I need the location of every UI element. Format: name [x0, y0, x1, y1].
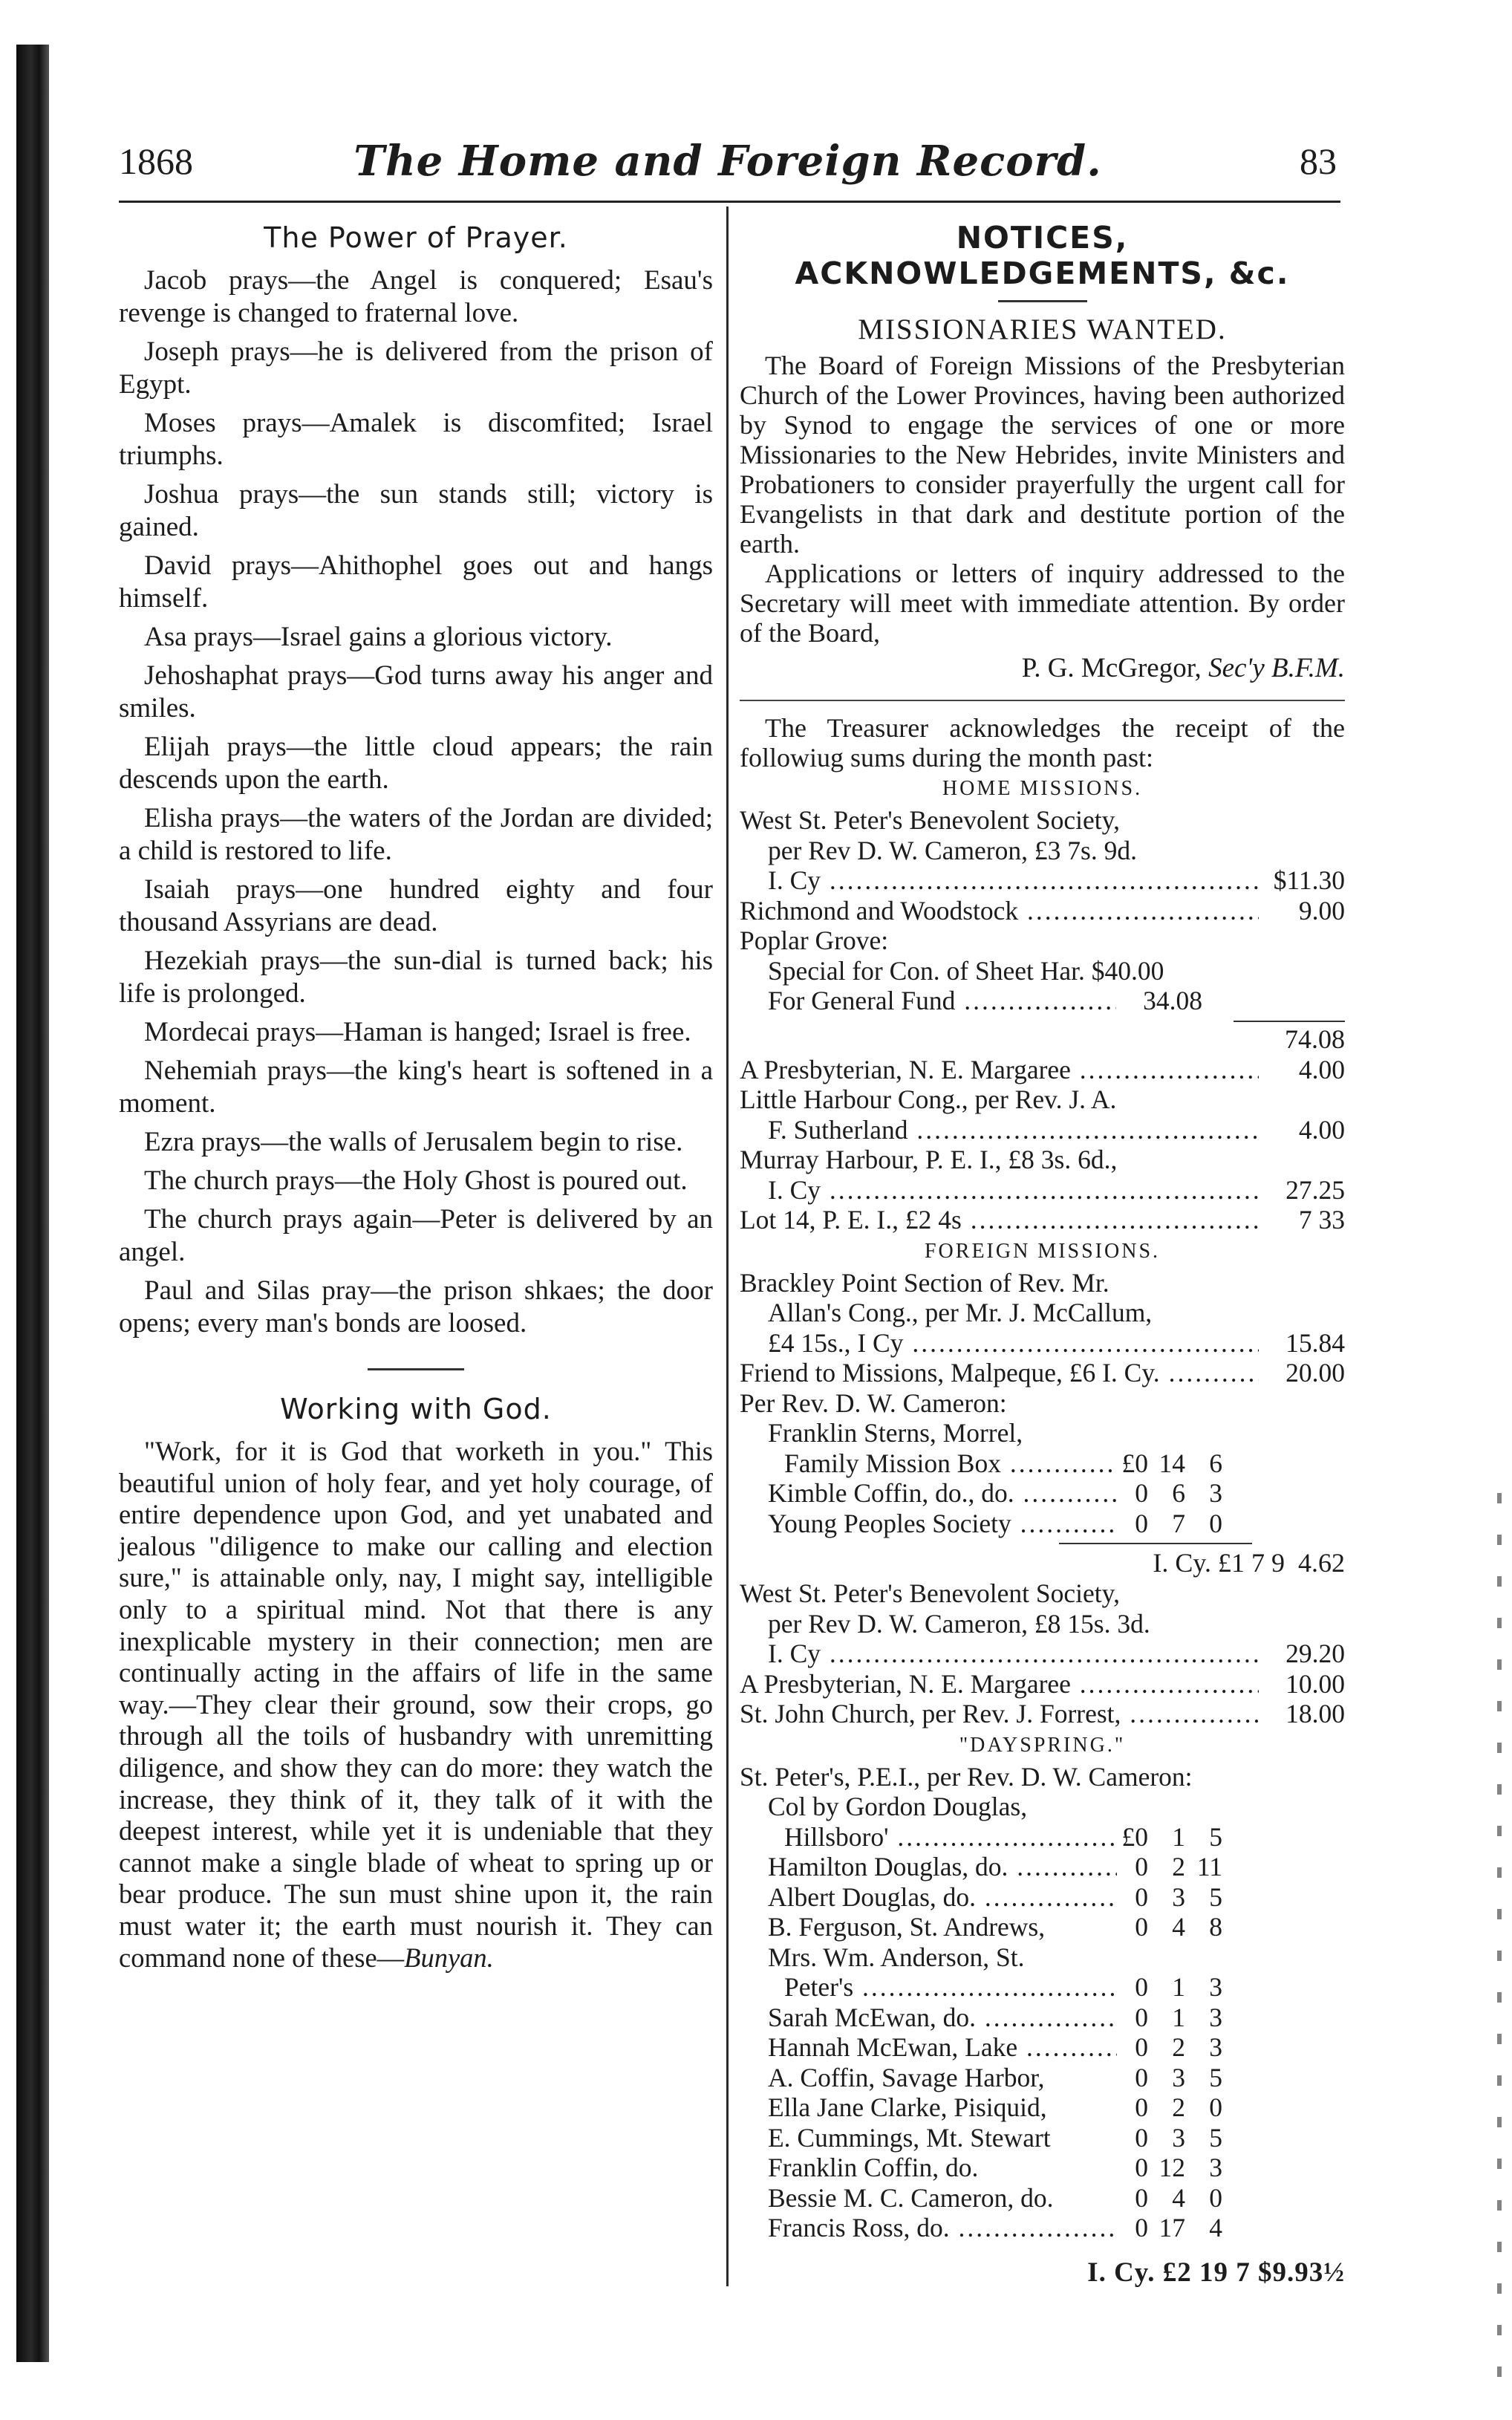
- stg-shillings: 3: [1172, 2062, 1185, 2092]
- ledger-line: Murray Harbour, P. E. I., £8 3s. 6d.,: [740, 1145, 1118, 1174]
- stg-pounds: 0: [1135, 1852, 1148, 1881]
- stg-pence: 4: [1209, 2213, 1222, 2242]
- stg-shillings: 2: [1172, 2032, 1185, 2062]
- stg-label: Hannah McEwan, Lake .....: [768, 2032, 1117, 2063]
- ledger-row: [740, 1669, 1345, 1699]
- ledger-amount: 20.00: [1285, 1358, 1345, 1388]
- stanza: Joseph prays—he is delivered from the prison of Egypt.: [119, 336, 713, 400]
- stg-shillings: 7: [1172, 1508, 1185, 1538]
- dayspring-label: "DAYSPRING.": [959, 1733, 1126, 1757]
- subtotal: 74.08: [1285, 1024, 1345, 1054]
- stg-pounds: 0: [1135, 1972, 1148, 2002]
- stanza: Moses prays—Amalek is discomfited; Israel triumphs.: [119, 408, 713, 471]
- stg-shillings: 2: [1172, 1852, 1185, 1881]
- stg-label: A. Coffin, Savage Harbor,: [768, 2062, 1045, 2092]
- stg-row: [740, 1448, 1345, 1479]
- stg-pence: 3: [1209, 2002, 1222, 2032]
- stanza: Joshua prays—the sun stands still; victory is gained.: [119, 479, 713, 542]
- stg-label: Young Peoples Society .....: [768, 1509, 1117, 1539]
- ledger-amount: 15.84: [1285, 1327, 1345, 1358]
- subtotal-rule: [1059, 1543, 1252, 1544]
- home-missions-label: HOME MISSIONS.: [942, 777, 1143, 800]
- ledger-line: Mrs. Wm. Anderson, St.: [768, 1942, 1025, 1972]
- stg-label: Bessie M. C. Cameron, do.: [768, 2182, 1054, 2213]
- ledger-label: A Presbyterian, N. E. Margaree .....: [740, 1055, 1259, 1085]
- stg-row: [740, 2092, 1345, 2123]
- stg-label: B. Ferguson, St. Andrews,: [768, 1912, 1046, 1942]
- attribution: Bunyan.: [404, 1942, 494, 1973]
- treasurer-intro: The Treasurer acknowledges the receipt of the followiug sums during the month past:: [740, 713, 1345, 772]
- ledger-amount: 34.08: [1143, 986, 1202, 1015]
- stg-row: [740, 1822, 1345, 1853]
- stg-label: Albert Douglas, do. .....: [768, 1882, 1117, 1913]
- stg-label: Francis Ross, do. .....: [768, 2213, 1117, 2243]
- stg-pounds: 0: [1135, 1912, 1148, 1942]
- header-year: 1868: [119, 140, 193, 182]
- ledger-line: St. Peter's, P.E.I., per Rev. D. W. Cameron:: [740, 1761, 1193, 1792]
- stg-pounds: 0: [1135, 2213, 1148, 2242]
- ledger-row: [740, 1115, 1345, 1145]
- ledger-row: [740, 1639, 1345, 1669]
- stg-pence: 3: [1209, 1972, 1222, 2002]
- stg-pence: 3: [1209, 2032, 1222, 2062]
- stg-pence: 5: [1209, 2062, 1222, 2092]
- stg-shillings: 4: [1172, 1912, 1185, 1942]
- ledger-label: £4 15s., I Cy .....: [768, 1328, 1259, 1359]
- stg-shillings: 3: [1172, 1881, 1185, 1912]
- stg-label: Franklin Coffin, do.: [768, 2153, 979, 2182]
- ledger-amount: 7 33: [1298, 1205, 1345, 1235]
- stg-label: Peter's .....: [784, 1972, 1117, 2003]
- stg-row: [740, 1882, 1345, 1913]
- stg-shillings: 3: [1172, 2122, 1185, 2153]
- ledger-row: [740, 1205, 1345, 1235]
- ledger-amount: 29.20: [1285, 1639, 1345, 1668]
- ledger-amount: 27.25: [1285, 1174, 1345, 1205]
- header-rule: [119, 201, 1340, 203]
- ledger-label: I. Cy .....: [768, 865, 1259, 896]
- ledger-line: per Rev D. W. Cameron, £8 15s. 3d.: [768, 1608, 1150, 1639]
- stg-shillings: 6: [1172, 1478, 1185, 1508]
- ledger-label: Lot 14, P. E. I., £2 4s .....: [740, 1205, 1259, 1235]
- missionaries-paragraph: The Board of Foreign Missions of the Presbyterian Church of the Lower Provinces, having been authorized by Synod to engage the services of one or more Missionaries to the New Hebrides, invite Ministers and Probationers to consider prayerfully the urgent call for Evangelists in that dark and destitute portion of the earth.: [740, 351, 1345, 559]
- ledger-row: [740, 1055, 1345, 1085]
- stanza: Asa prays—Israel gains a glorious victory.: [144, 622, 613, 652]
- stg-pence: 5: [1209, 1821, 1222, 1852]
- stg-pounds: 0: [1135, 2002, 1148, 2032]
- ledger-line: Special for Con. of Sheet Har. $40.00: [768, 955, 1164, 986]
- stg-shillings: 1: [1172, 1972, 1185, 2002]
- notice-rule: [740, 700, 1345, 701]
- signature-name: P. G. McGregor,: [1021, 653, 1202, 683]
- ledger-line: Franklin Sterns, Morrel,: [768, 1418, 1023, 1448]
- stg-row: [740, 1478, 1345, 1509]
- scan-edge-specks: [1497, 1493, 1502, 2384]
- stanza: Isaiah prays—one hundred eighty and four thousand Assyrians are dead.: [119, 874, 713, 937]
- stg-label: E. Cummings, Mt. Stewart: [768, 2122, 1051, 2153]
- publication-title: The Home and Foreign Record.: [353, 137, 1102, 186]
- foreign-missions-label: FOREIGN MISSIONS.: [924, 1239, 1161, 1263]
- stanza: Elijah prays—the little cloud appears; the rain descends upon the earth.: [119, 732, 713, 795]
- ledger-line: Per Rev. D. W. Cameron:: [740, 1388, 1007, 1418]
- stg-shillings: 2: [1172, 2092, 1185, 2122]
- ledger-row: [740, 1358, 1345, 1388]
- stanza: Jehoshaphat prays—God turns away his anger and smiles.: [119, 660, 713, 723]
- dayspring-total: I. Cy. £2 19 7 $9.93½: [1087, 2257, 1345, 2288]
- subtotal-currency: 4.62: [1298, 1548, 1345, 1578]
- ledger-row: [740, 896, 1345, 926]
- working-with-god-title: Working with God.: [280, 1393, 552, 1425]
- stg-pence: 3: [1209, 1478, 1222, 1508]
- stg-pounds: 0: [1135, 2062, 1148, 2092]
- stanza: David prays—Ahithophel goes out and hangs himself.: [119, 550, 713, 614]
- stg-row: [740, 2153, 1345, 2183]
- stanza: Mordecai prays—Haman is hanged; Israel is free.: [144, 1017, 691, 1047]
- stg-pence: 3: [1209, 2153, 1222, 2182]
- ledger-amount: $11.30: [1273, 865, 1345, 895]
- stg-label: Hamilton Douglas, do. .....: [768, 1852, 1117, 1882]
- stg-pounds: 0: [1135, 2122, 1148, 2153]
- stg-pence: 8: [1209, 1912, 1222, 1942]
- stg-label: Sarah McEwan, do. .....: [768, 2003, 1117, 2033]
- stg-row: [740, 1972, 1345, 2003]
- ledger-line: Poplar Grove:: [740, 926, 889, 955]
- stg-shillings: 17: [1159, 2213, 1185, 2242]
- stg-row: [740, 2123, 1345, 2153]
- stg-shillings: 1: [1172, 2002, 1185, 2032]
- stg-pounds: 0: [1135, 2153, 1148, 2182]
- stg-row: [740, 2032, 1345, 2063]
- stg-row: [740, 1852, 1345, 1882]
- ledger-label: Friend to Missions, Malpeque, £6 I. Cy. .....: [740, 1358, 1259, 1388]
- stg-pounds: 0: [1135, 2092, 1148, 2122]
- stg-pence: 0: [1209, 2182, 1222, 2213]
- applications-paragraph: Applications or letters of inquiry addressed to the Secretary will meet with immediate attention. By order of the Board,: [740, 559, 1345, 648]
- ledger-row: [740, 1328, 1345, 1359]
- stg-label: Hillsboro' .....: [784, 1822, 1117, 1853]
- stg-shillings: 4: [1172, 2182, 1185, 2213]
- ledger-line: Col by Gordon Douglas,: [768, 1792, 1028, 1821]
- stg-row: [740, 1509, 1345, 1539]
- ledger-line: per Rev D. W. Cameron, £3 7s. 9d.: [768, 835, 1137, 865]
- stg-pence: 5: [1209, 1881, 1222, 1912]
- stanza: Paul and Silas pray—the prison shkaes; the door opens; every man's bonds are loosed.: [119, 1275, 713, 1339]
- stg-label: Ella Jane Clarke, Pisiquid,: [768, 2092, 1047, 2122]
- notices-heading: NOTICES, ACKNOWLEDGEMENTS, &c.: [795, 220, 1290, 291]
- ledger-line: Allan's Cong., per Mr. J. McCallum,: [768, 1298, 1153, 1327]
- ledger-label: F. Sutherland .....: [768, 1115, 1259, 1145]
- stg-pounds: 0: [1135, 1508, 1148, 1538]
- stg-pounds: 0: [1135, 1881, 1148, 1912]
- stg-row: [740, 1912, 1345, 1942]
- ledger-line: Brackley Point Section of Rev. Mr.: [740, 1267, 1109, 1298]
- stanza: Jacob prays—the Angel is conquered; Esau's revenge is changed to fraternal love.: [119, 265, 713, 328]
- stg-pence: 6: [1209, 1448, 1222, 1478]
- stg-row: [740, 2213, 1345, 2243]
- stg-label: Family Mission Box .....: [784, 1448, 1117, 1479]
- stanza: Elisha prays—the waters of the Jordan are divided; a child is restored to life.: [119, 803, 713, 866]
- subtotal: [740, 1547, 1345, 1578]
- stanza: The church prays again—Peter is delivered by an angel.: [119, 1204, 713, 1267]
- ledger-row: [740, 1175, 1345, 1206]
- page-header: [119, 137, 1337, 192]
- subtotal-sterling: I. Cy. £1 7 9: [1153, 1548, 1285, 1578]
- stg-pence: 0: [1209, 2092, 1222, 2122]
- working-body: "Work, for it is God that worketh in you." This beautiful union of holy fear, and yet holy courage, of entire dependence upon God, and yet unabated and jealous "diligence to make our calling and election sure," is attainable only, nay, I might say, intelligible only to a spiritual mind. Not that there is any inexplicable mystery in their connection; men are continually acting in the affairs of life in the same way.—They clear their ground, sow their crops, go through all the toils of husbandry with unremitting diligence, and show they can do more: they watch the increase, they think of it, they talk of it with the deepest interest, while yet it is undeniable that they cannot make a single blade of wheat to spring up or bear produce. The sun must shine upon it, the rain must water it; the earth must nourish it. They can command none of these—: [119, 1436, 713, 1973]
- stg-pence: 5: [1209, 2122, 1222, 2153]
- ledger-row: [740, 865, 1345, 896]
- scan-edge-shadow: [16, 45, 49, 2362]
- signature-role: Sec'y B.F.M.: [1208, 653, 1345, 683]
- ledger-label: For General Fund .....: [768, 986, 1116, 1016]
- stg-pounds: £0: [1121, 1821, 1148, 1852]
- ledger-label: I. Cy .....: [768, 1175, 1259, 1206]
- ledger-row: [740, 986, 1202, 1016]
- signature: [740, 652, 1345, 685]
- section-divider: [368, 1368, 464, 1370]
- ledger-amount: 9.00: [1298, 895, 1345, 926]
- ledger-label: I. Cy .....: [768, 1639, 1259, 1669]
- prayer-stanzas: [119, 264, 713, 1340]
- column-divider: [726, 206, 729, 2286]
- stanza: The church prays—the Holy Ghost is poured out.: [144, 1165, 688, 1196]
- stg-pounds: 0: [1135, 1478, 1148, 1508]
- left-column: [119, 215, 713, 1974]
- stg-pounds: £0: [1121, 1448, 1148, 1478]
- ledger-label: A Presbyterian, N. E. Margaree .....: [740, 1669, 1259, 1699]
- ledger-label: Richmond and Woodstock .....: [740, 896, 1259, 926]
- ledger-amount: 4.00: [1298, 1054, 1345, 1084]
- ledger-line: West St. Peter's Benevolent Society,: [740, 805, 1120, 835]
- ledger-label: St. John Church, per Rev. J. Forrest, .....: [740, 1699, 1259, 1729]
- stg-pence: 0: [1209, 1508, 1222, 1538]
- stanza: Nehemiah prays—the king's heart is softened in a moment.: [119, 1056, 713, 1119]
- stg-pounds: 0: [1135, 2182, 1148, 2213]
- subtotal-rule: [1234, 1021, 1345, 1022]
- stg-row: [740, 2063, 1345, 2093]
- ledger-amount: 10.00: [1285, 1668, 1345, 1699]
- stg-row: [740, 2183, 1345, 2214]
- ledger-line: Little Harbour Cong., per Rev. J. A.: [740, 1084, 1117, 1114]
- stanza: Hezekiah prays—the sun-dial is turned back; his life is prolonged.: [119, 946, 713, 1009]
- missionaries-wanted-title: MISSIONARIES WANTED.: [858, 313, 1227, 345]
- page-number: 83: [1300, 140, 1337, 182]
- stg-pence: 11: [1196, 1852, 1222, 1881]
- heading-rule: [998, 300, 1087, 302]
- stg-row: [740, 2003, 1345, 2033]
- stg-shillings: 12: [1159, 2153, 1185, 2182]
- stanza: Ezra prays—the walls of Jerusalem begin to rise.: [144, 1127, 683, 1157]
- working-with-god-text: [119, 1436, 713, 1974]
- stg-shillings: 1: [1172, 1821, 1185, 1852]
- power-of-prayer-title: The Power of Prayer.: [264, 221, 568, 254]
- ledger-line: West St. Peter's Benevolent Society,: [740, 1578, 1120, 1608]
- stg-pounds: 0: [1135, 2032, 1148, 2062]
- stg-label: Kimble Coffin, do., do. .....: [768, 1478, 1117, 1509]
- ledger-amount: 18.00: [1285, 1699, 1345, 1728]
- stg-shillings: 14: [1159, 1448, 1185, 1478]
- ledger-amount: 4.00: [1298, 1114, 1345, 1145]
- ledger-row: [740, 1699, 1345, 1729]
- right-column: [740, 215, 1345, 2289]
